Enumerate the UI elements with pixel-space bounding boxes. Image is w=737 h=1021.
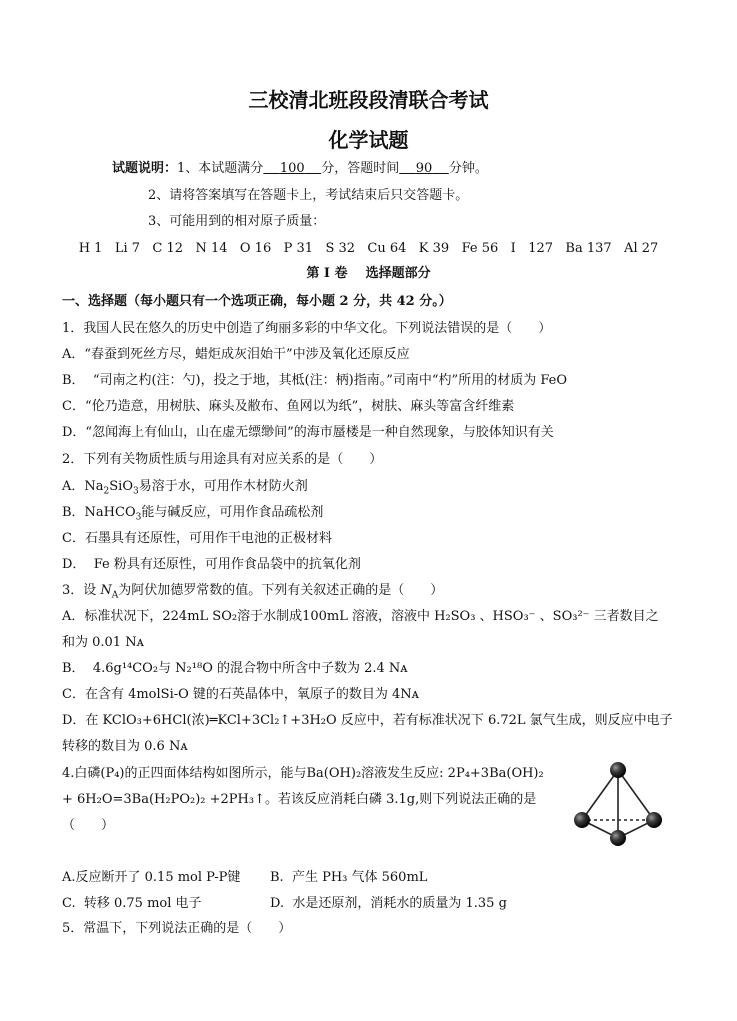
instruction-label: 试题说明： xyxy=(112,161,178,176)
q2-option-b: B．NaHCO$_3$能与碱反应，可用作食品疏松剂 xyxy=(62,505,324,523)
q4-stem-line1: 4.白磷(P₄)的正四面体结构如图所示，能与Ba(OH)₂溶液发生反应: 2P₄+3Ba(OH)₂ xyxy=(62,766,544,781)
q4-option-b: B. 产生 PH₃ 气体 560mL xyxy=(270,870,428,885)
q2-option-c: C．石墨具有还原性，可用作干电池的正极材料 xyxy=(62,531,332,546)
q2-option-d: D． Fe 粉具有还原性，可用作食品袋中的抗氧化剂 xyxy=(62,557,361,572)
q4-option-c: C. 转移 0.75 mol 电子 xyxy=(62,896,202,911)
q1-option-c: C．“伦乃造意，用树肤、麻头及敝布、鱼网以为纸”，树肤、麻头等富含纤维素 xyxy=(62,399,515,414)
q4-option-d: D. 水是还原剂，消耗水的质量为 1.35 g xyxy=(270,896,507,911)
q3-option-b: B． 4.6g¹⁴CO₂与 N₂¹⁸O 的混合物中所含中子数为 2.4 Nᴀ xyxy=(62,661,408,676)
q3-stem: 3．设 $N_A$为阿伏加德罗常数的值。下列有关叙述正确的是（ ） xyxy=(62,583,444,601)
q3-option-a-line1: A．标准状况下，224mL SO₂溶于水制成100mL 溶液，溶液中 H₂SO₃ 、HSO₃⁻ 、SO₃²⁻ 三者数目之 xyxy=(62,609,659,624)
q1-option-b: B． “司南之杓(注：勺)，投之于地，其柢(注：柄)指南。”司南中“杓”所用的材质为 FeO xyxy=(62,373,567,388)
q3-option-a-line2: 和为 0.01 Nᴀ xyxy=(62,635,144,650)
q2-stem: 2．下列有关物质性质与用途具有对应关系的是（ ） xyxy=(62,452,383,467)
score-value: 100 xyxy=(279,161,305,176)
instruction-text: 1、本试题满分 xyxy=(177,161,264,176)
instruction-line-2: 2、请将答案填写在答题卡上，考试结束后只交答题卡。 xyxy=(148,188,469,203)
q4-stem-line3: （ ） xyxy=(62,818,115,833)
exam-title: 三校清北班段段清联合考试 xyxy=(248,88,489,112)
q4-stem-line2: + 6H₂O=3Ba(H₂PO₂)₂ +2PH₃↑。若该反应消耗白磷 3.1g,则下列说法正确的是 xyxy=(62,792,537,807)
q1-option-d: D．“忽闻海上有仙山，山在虚无缥缈间”的海市蜃楼是一种自然现象，与胶体知识有关 xyxy=(62,425,554,440)
instruction-line-1 xyxy=(112,160,488,178)
p-atom-right xyxy=(646,812,662,828)
p-atom-left xyxy=(574,812,590,828)
q1-stem: 1．我国人民在悠久的历史中创造了绚丽多彩的中华文化。下列说法错误的是（ ） xyxy=(62,321,552,336)
q3-option-d-line2: 转移的数目为 0.6 Nᴀ xyxy=(62,739,188,754)
exam-subtitle: 化学试题 xyxy=(328,128,409,152)
p-atom-top xyxy=(610,762,626,778)
part-heading: 第 I 卷 选择题部分 xyxy=(306,266,431,281)
instruction-text: 分钟。 xyxy=(448,161,488,176)
instruction-line-3: 3、可能用到的相对原子质量： xyxy=(148,214,326,229)
q5-stem: 5．常温下，下列说法正确的是（ ） xyxy=(62,921,292,936)
q1-option-a: A．“春蚕到死丝方尽，蜡炬成灰泪始干”中涉及氧化还原反应 xyxy=(62,347,410,362)
q4-option-a: A.反应断开了 0.15 mol P-P键 xyxy=(62,870,241,885)
q3-option-c: C．在含有 4molSi-O 键的石英晶体中，氧原子的数目为 4Nᴀ xyxy=(62,687,420,702)
p-p-bonds xyxy=(582,770,654,838)
q3-option-d-line1: D．在 KClO₃+6HCl(浓)═KCl+3Cl₂↑+3H₂O 反应中，若有标准状况下 6.72L 氯气生成，则反应中电子 xyxy=(62,713,673,728)
section-heading: 一、选择题（每小题只有一个选项正确，每小题 2 分，共 42 分。） xyxy=(62,294,452,309)
p4-tetrahedron-figure xyxy=(572,760,664,852)
instruction-text: 分，答题时间 xyxy=(321,161,400,176)
p-atom-front xyxy=(610,830,626,846)
q2-option-a: A．$Na_2SiO_3$易溶于水，可用作木材防火剂 xyxy=(62,479,308,497)
atomic-masses: H 1 Li 7 C 12 N 14 O 16 P 31 S 32 Cu 64 K 39 Fe 56 I 127 Ba 137 Al 27 xyxy=(78,241,659,256)
time-value: 90 xyxy=(415,161,433,176)
